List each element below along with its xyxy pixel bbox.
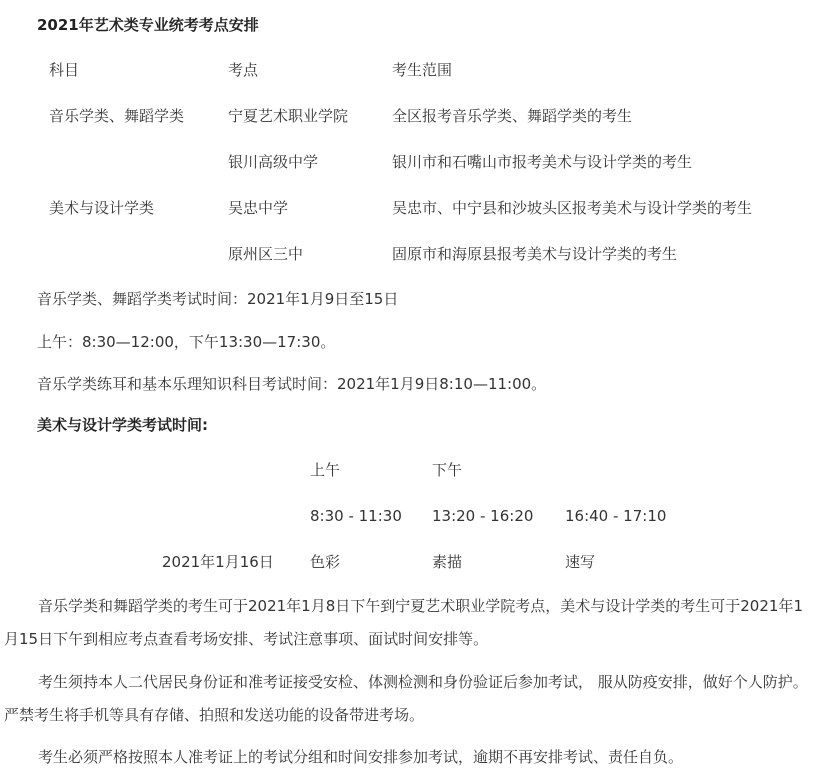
music-schedule-line3: 音乐学类练耳和基本乐理知识科目考试时间：2021年1月9日8:10—11:00。 <box>37 375 547 393</box>
art-time-1: 8:30 - 11:30 <box>310 507 402 525</box>
paragraph-2: 考生须持本人二代居民身份证和准考证接受安检、体测检测和身份验证后参加考试， 服从防疫安排，做好个人防护。严禁考生将手机等具有存储、拍照和发送功能的设备带进考场。 <box>4 673 808 724</box>
art-time-2: 13:20 - 16:20 <box>432 507 534 525</box>
row-2-venue: 银川高级中学 <box>228 153 319 171</box>
paragraph-3: 考生必须严格按照本人准考证上的考试分组和时间安排参加考试，逾期不再安排考试、责任自负。 <box>38 748 684 766</box>
header-venue: 考点 <box>228 61 259 79</box>
art-subject-1: 色彩 <box>310 553 341 571</box>
row-1-subject: 音乐学类、舞蹈学类 <box>49 107 185 125</box>
header-scope: 考生范围 <box>392 61 453 79</box>
art-time-3: 16:40 - 17:10 <box>565 507 667 525</box>
art-subject-2: 素描 <box>432 553 463 571</box>
header-subject: 科目 <box>49 61 80 79</box>
row-1-venue: 宁夏艺术职业学院 <box>228 107 349 125</box>
art-heading: 美术与设计学类考试时间: <box>37 416 208 434</box>
row-4-scope: 固原市和海原县报考美术与设计学类的考生 <box>392 245 678 263</box>
paragraph-1: 音乐学类和舞蹈学类的考生可于2021年1月8日下午到宁夏艺术职业学院考点，美术与设计学类的考生可于2021年1月15日下午到相应考点查看考场安排、考试注意事项、面试时间安排等。 <box>4 597 803 648</box>
art-afternoon-header: 下午 <box>432 461 463 479</box>
art-subject-3: 速写 <box>565 553 596 571</box>
art-morning-header: 上午 <box>310 461 341 479</box>
row-1-scope: 全区报考音乐学类、舞蹈学类的考生 <box>392 107 633 125</box>
art-date: 2021年1月16日 <box>162 553 274 571</box>
music-schedule-line2: 上午：8:30—12:00，下午13:30—17:30。 <box>37 333 336 351</box>
section-title: 2021年艺术类专业统考考点安排 <box>37 16 259 34</box>
row-3-scope: 吴忠市、中宁县和沙坡头区报考美术与设计学类的考生 <box>392 199 753 217</box>
row-3-subject: 美术与设计学类 <box>49 199 155 217</box>
row-3-venue: 吴忠中学 <box>228 199 289 217</box>
row-2-scope: 银川市和石嘴山市报考美术与设计学类的考生 <box>392 153 693 171</box>
row-4-venue: 原州区三中 <box>228 245 304 263</box>
music-schedule-line1: 音乐学类、舞蹈学类考试时间：2021年1月9日至15日 <box>37 290 399 308</box>
